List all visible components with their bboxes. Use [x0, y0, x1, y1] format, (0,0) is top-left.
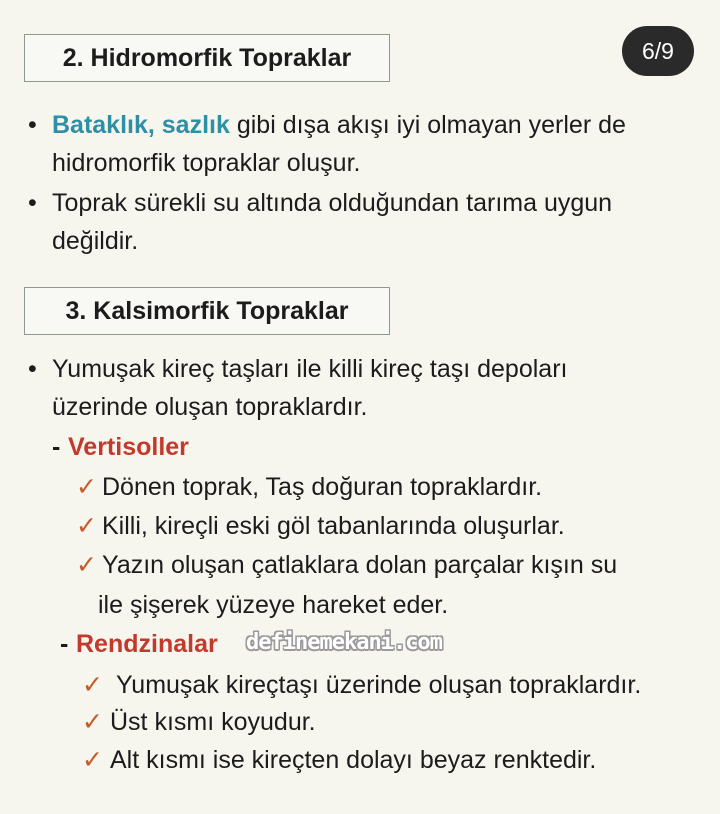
check-icon: ✓ [76, 551, 97, 579]
text-line: Toprak sürekli su altında olduğundan tarıma uygun [52, 189, 613, 217]
list-item: Dönen toprak, Taş doğuran topraklardır. [102, 473, 543, 501]
text-line: Yumuşak kireç taşları ile killi kireç taşı depoları [52, 355, 568, 383]
subheading-vertisoller: Vertisoller [68, 433, 189, 461]
subheading-rendzinalar: Rendzinalar [76, 630, 218, 658]
watermark-logo: definemekani.com [246, 630, 442, 655]
bullet-marker: • [28, 355, 37, 383]
section-heading-kalsimorfik: 3. Kalsimorfik Topraklar [24, 287, 390, 335]
list-item: Üst kısmı koyudur. [110, 708, 316, 736]
text-line: üzerinde oluşan topraklardır. [52, 393, 368, 421]
check-icon: ✓ [76, 473, 97, 501]
text-line: değildir. [52, 227, 139, 255]
list-item: Killi, kireçli eski göl tabanlarında oluşurlar. [102, 512, 565, 540]
list-item: Yazın oluşan çatlaklara dolan parçalar kışın su [102, 551, 618, 579]
check-icon: ✓ [82, 746, 103, 774]
list-item-continuation: ile şişerek yüzeye hareket eder. [98, 591, 449, 619]
dash-marker: - [52, 433, 61, 461]
text-line: hidromorfik topraklar oluşur. [52, 149, 361, 177]
bullet-marker: • [28, 111, 37, 139]
check-icon: ✓ [82, 671, 103, 699]
check-icon: ✓ [82, 708, 103, 736]
highlight-term: Bataklık, sazlık [52, 111, 230, 139]
list-item: Yumuşak kireçtaşı üzerinde oluşan topraklardır. [116, 671, 642, 699]
section-heading-hidromorfik: 2. Hidromorfik Topraklar [24, 34, 390, 82]
page-counter-badge: 6/9 [622, 26, 694, 76]
dash-marker: - [60, 630, 69, 658]
list-item: Alt kısmı ise kireçten dolayı beyaz renktedir. [110, 746, 597, 774]
bullet-marker: • [28, 189, 37, 217]
check-icon: ✓ [76, 512, 97, 540]
text-span: gibi dışa akışı iyi olmayan yerler de [229, 111, 626, 139]
text-line [52, 106, 626, 144]
